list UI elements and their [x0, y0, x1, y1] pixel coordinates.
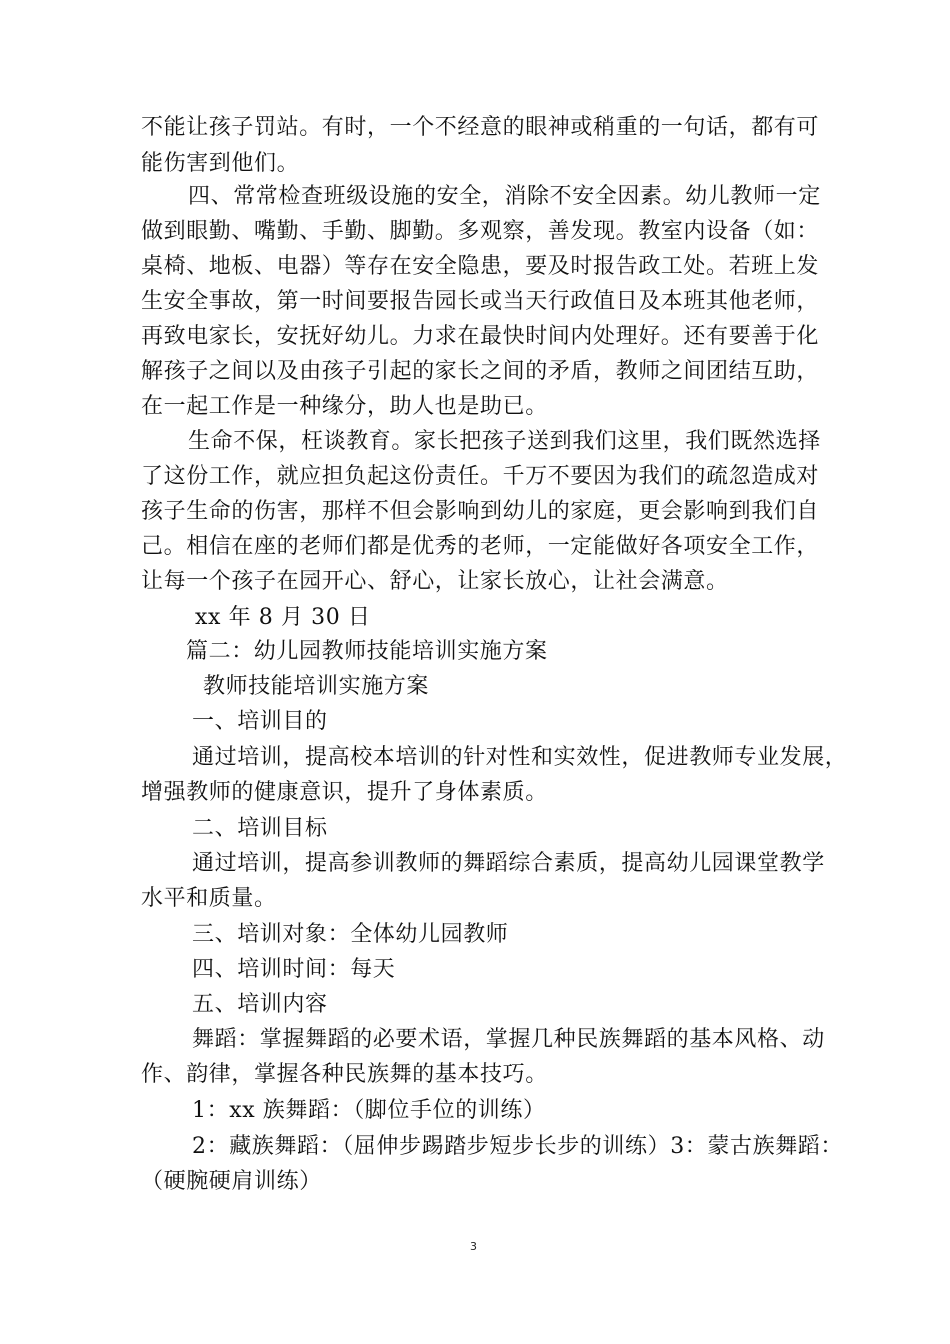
text-line: 舞蹈：掌握舞蹈的必要术语，掌握几种民族舞蹈的基本风格、动: [192, 1027, 825, 1052]
text-line: 生命不保，枉谈教育。家长把孩子送到我们这里，我们既然选择: [188, 429, 821, 454]
text-line: 生安全事故，第一时间要报告园长或当天行政值日及本班其他老师，: [141, 289, 820, 314]
heading: 一、培训目的: [192, 709, 328, 734]
text-line: 四、常常检查班级设施的安全，消除不安全因素。幼儿教师一定: [188, 184, 821, 209]
text-line: 解孩子之间以及由孩子引起的家长之间的矛盾，教师之间团结互助，: [141, 359, 820, 384]
heading: 四、培训时间：每天: [192, 957, 396, 982]
text-line: （硬腕硬肩训练）: [141, 1169, 322, 1194]
text-line: 让每一个孩子在园开心、舒心，让家长放心，让社会满意。: [141, 569, 729, 594]
text-line: 做到眼勤、嘴勤、手勤、脚勤。多观察，善发现。教室内设备（如：: [141, 219, 820, 244]
text-line: 作、韵律，掌握各种民族舞的基本技巧。: [141, 1062, 548, 1087]
list-item: 1：xx 族舞蹈：（脚位手位的训练）: [192, 1098, 546, 1123]
text-line: 水平和质量。: [141, 886, 277, 911]
text-line: 了这份工作，就应担负起这份责任。千万不要因为我们的疏忽造成对: [141, 464, 820, 489]
text-line: 通过培训，提高校本培训的针对性和实效性，促进教师专业发展，: [192, 745, 848, 770]
text-line: 桌椅、地板、电器）等存在安全隐患，要及时报告政工处。若班上发: [141, 254, 820, 279]
text-line: 孩子生命的伤害，那样不但会影响到幼儿的家庭，更会影响到我们自: [141, 499, 820, 524]
text-line: 在一起工作是一种缘分，助人也是助已。: [141, 394, 548, 419]
text-line: 己。相信在座的老师们都是优秀的老师，一定能做好各项安全工作，: [141, 534, 820, 559]
heading: 五、培训内容: [192, 992, 328, 1017]
list-item: 2：藏族舞蹈：（屈伸步踢踏步短步长步的训练）3：蒙古族舞蹈：: [192, 1134, 843, 1159]
heading: 二、培训目标: [192, 816, 328, 841]
text-line: 再致电家长，安抚好幼儿。力求在最快时间内处理好。还有要善于化: [141, 324, 820, 349]
date-line: xx 年 8 月 30 日: [195, 605, 371, 630]
heading: 三、培训对象：全体幼儿园教师: [192, 922, 509, 947]
document-subtitle: 教师技能培训实施方案: [203, 674, 430, 699]
text-line: 能伤害到他们。: [141, 151, 300, 176]
text-line: 通过培训，提高参训教师的舞蹈综合素质，提高幼儿园课堂教学: [192, 851, 825, 876]
text-line: 不能让孩子罚站。有时，一个不经意的眼神或稍重的一句话，都有可: [141, 115, 820, 140]
text-line: 增强教师的健康意识，提升了身体素质。: [141, 780, 548, 805]
section-title: 篇二：幼儿园教师技能培训实施方案: [186, 639, 548, 664]
page-number: 3: [470, 1240, 477, 1253]
